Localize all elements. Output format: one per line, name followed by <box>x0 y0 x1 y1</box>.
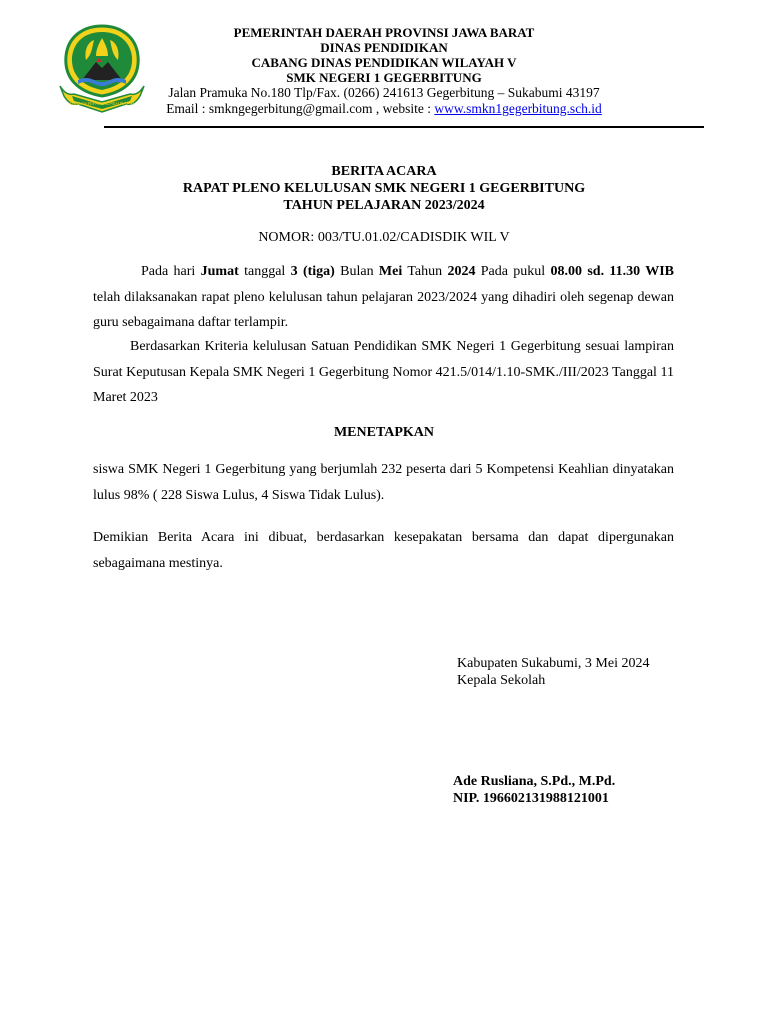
header-branch: CABANG DINAS PENDIDIKAN WILAYAH V <box>251 55 517 70</box>
doc-number: NOMOR: 003/TU.01.02/CADISDIK WIL V <box>258 230 510 245</box>
header-email: Email : smkngegerbitung@gmail.com , website : <box>166 101 435 116</box>
day-value: Jumat <box>200 264 239 279</box>
letterhead-divider <box>104 126 704 128</box>
month-value: Mei <box>378 264 403 279</box>
svg-text:GEMAH RIPAH REPEH RAPIH: GEMAH RIPAH REPEH RAPIH <box>69 101 135 106</box>
header-school-name: SMK NEGERI 1 GEGERBITUNG <box>286 70 482 85</box>
paragraph-criteria: Berdasarkan Kriteria kelulusan Satuan Pendidikan SMK Negeri 1 Gegerbitung sesuai lampiran Surat Keputusan Kepala SMK Negeri 1 Gegerbitung Nomor 421.5/014/1.10-SMK./III/2023 Tanggal 11 Maret 2023 <box>93 339 674 405</box>
letterhead <box>150 25 618 117</box>
date-value: 3 (tiga) <box>290 264 335 279</box>
signature-name: Ade Rusliana, S.Pd., M.Pd. <box>453 774 616 789</box>
header-address: Jalan Pramuka No.180 Tlp/Fax. (0266) 241613 Gegerbitung – Sukabumi 43197 <box>168 85 600 100</box>
paragraph-decision: siswa SMK Negeri 1 Gegerbitung yang berjumlah 232 peserta dari 5 Kompetensi Keahlian dinyatakan lulus 98% ( 228 Siswa Lulus, 4 Siswa Tidak Lulus). <box>93 462 674 503</box>
paragraph-opening: Pada hari Jumat tanggal 3 (tiga) Bulan Mei Tahun 2024 Pada pukul 08.00 sd. 11.30 WIB telah dilaksanakan rapat pleno kelulusan tahun pelajaran 2023/2024 yang dihadiri oleh segenap dewan guru sebagaimana daftar terlampir. <box>93 264 674 330</box>
west-java-emblem-logo <box>56 22 148 114</box>
paragraph-closing: Demikian Berita Acara ini dibuat, berdasarkan kesepakatan bersama dan dapat dipergunakan sebagaimana mestinya. <box>93 530 674 571</box>
signature-place-date: Kabupaten Sukabumi, 3 Mei 2024 <box>457 656 650 671</box>
header-department: DINAS PENDIDIKAN <box>320 40 448 55</box>
doc-title: BERITA ACARA <box>331 164 437 179</box>
signature-nip: NIP. 196602131988121001 <box>453 791 609 806</box>
doc-subtitle: RAPAT PLENO KELULUSAN SMK NEGERI 1 GEGERBITUNG <box>182 181 586 196</box>
header-contact <box>150 101 618 117</box>
header-government: PEMERINTAH DAERAH PROVINSI JAWA BARAT <box>233 25 535 40</box>
website-link[interactable]: www.smkn1gegerbitung.sch.id <box>434 101 602 116</box>
year-value: 2024 <box>447 264 476 279</box>
time-value: 08.00 sd. 11.30 WIB <box>550 264 674 279</box>
menetapkan-heading: MENETAPKAN <box>333 425 435 440</box>
doc-academic-year: TAHUN PELAJARAN 2023/2024 <box>283 198 485 213</box>
signature-role: Kepala Sekolah <box>457 673 546 688</box>
